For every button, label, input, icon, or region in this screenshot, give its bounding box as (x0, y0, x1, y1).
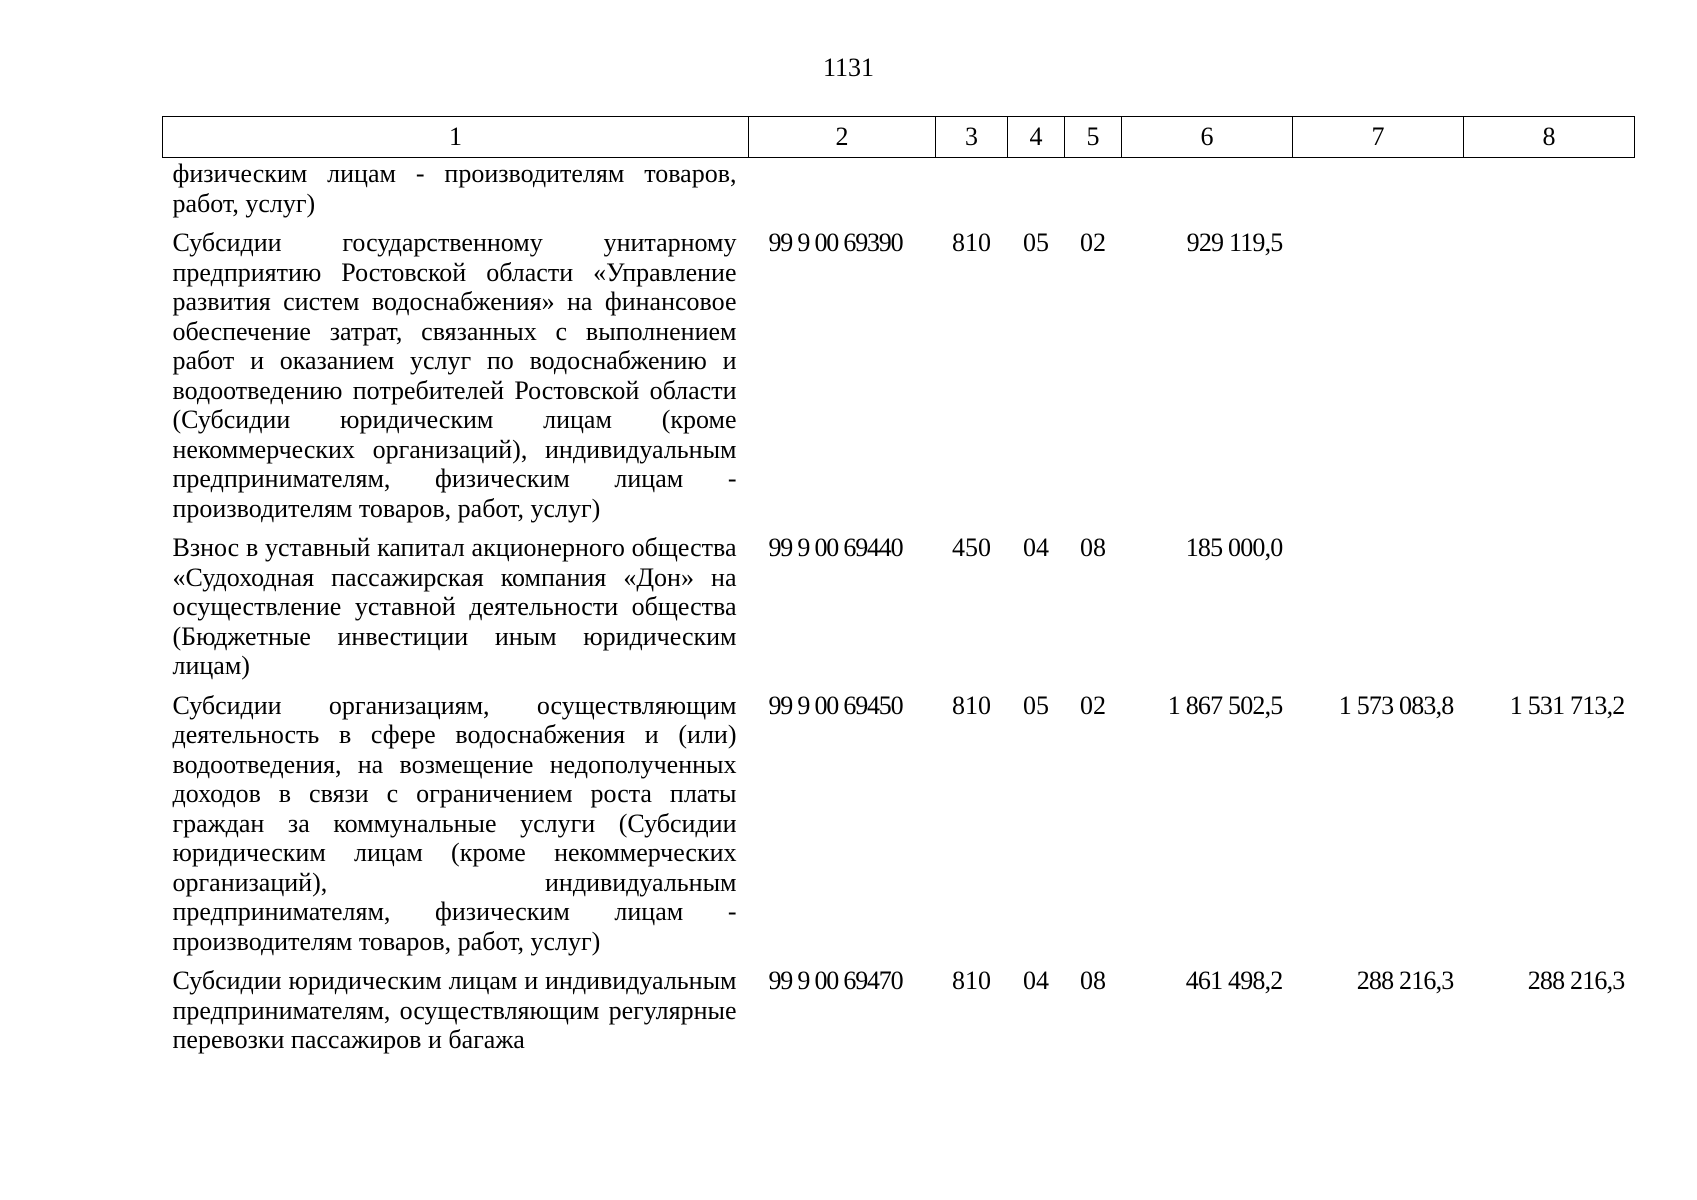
row-col-5: 08 (1080, 533, 1106, 562)
header-col-7: 7 (1293, 117, 1464, 158)
row-code (749, 158, 936, 229)
row-col-8: 288 216,3 (1527, 966, 1625, 995)
row-col-3 (936, 158, 1008, 229)
row-name: Взнос в уставный капитал акционерного общества «Судоходная пассажирская компания «Дон» на осуществление уставной деятельности общества (Бюджетные инвестиции иным юридическим лицам) (172, 533, 737, 680)
table-body (163, 158, 1635, 1065)
row-col-7 (1293, 533, 1464, 691)
row-name: Субсидии организациям, осуществляющим деятельность в сфере водоснабжения и (или) водоотведения, на возмещение недополученных доходов в связи с ограничением роста платы граждан за коммунальные услуги (Субсидии юридическим лицам (кроме некоммерческих организаций), индивидуальным предпринимателям, физическим лицам - производителям товаров, работ, услуг) (172, 690, 737, 956)
budget-table (162, 116, 1635, 1065)
header-col-2: 2 (749, 117, 936, 158)
row-col-5: 08 (1080, 966, 1106, 995)
row-col-3: 810 (952, 690, 991, 720)
row-col-8 (1464, 228, 1635, 533)
row-col-8: 1 531 713,2 (1509, 690, 1625, 720)
row-col-6: 929 119,5 (1186, 228, 1283, 257)
row-col-3: 810 (952, 228, 991, 257)
table-row (163, 158, 1635, 229)
row-col-4 (1008, 158, 1065, 229)
row-col-3: 810 (952, 966, 991, 995)
table-row (163, 228, 1635, 533)
row-col-7 (1293, 228, 1464, 533)
row-col-6: 461 498,2 (1185, 966, 1283, 995)
row-col-4: 05 (1023, 228, 1049, 257)
header-col-8: 8 (1464, 117, 1635, 158)
row-name: физическим лицам - производителям товаров, работ, услуг) (172, 159, 737, 218)
row-col-6: 185 000,0 (1185, 533, 1283, 562)
row-col-5: 02 (1080, 690, 1106, 720)
row-col-7 (1293, 158, 1464, 229)
row-name: Субсидии государственному унитарному предприятию Ростовской области «Управление развития систем водоснабжения» на финансовое обеспечение затрат, связанных с выполнением работ и оказанием услуг по водоснабжению и водоотведению потребителей Ростовской области (Субсидии юридическим лицам (кроме некоммерческих организаций), индивидуальным предпринимателям, физическим лицам - производителям товаров, работ, услуг) (172, 228, 737, 523)
row-col-3: 450 (952, 533, 991, 562)
header-row (163, 117, 1635, 158)
header-col-1: 1 (163, 117, 749, 158)
row-code: 99 9 00 69470 (768, 966, 903, 995)
row-col-5 (1065, 158, 1122, 229)
table-row (163, 966, 1635, 1065)
row-col-4: 04 (1023, 533, 1049, 562)
table-row (163, 533, 1635, 691)
header-col-5: 5 (1065, 117, 1122, 158)
row-code: 99 9 00 69450 (768, 690, 903, 720)
row-col-8 (1464, 533, 1635, 691)
row-col-5: 02 (1080, 228, 1106, 257)
page-number: 1131 (822, 53, 875, 82)
row-name: Субсидии юридическим лицам и индивидуальным предпринимателям, осуществляющим регулярные перевозки пассажиров и багажа (172, 966, 737, 1054)
row-code: 99 9 00 69440 (768, 533, 903, 562)
row-col-4: 04 (1023, 966, 1049, 995)
row-col-4: 05 (1023, 690, 1049, 720)
row-col-8 (1464, 158, 1635, 229)
row-col-7: 288 216,3 (1356, 966, 1454, 995)
header-col-6: 6 (1122, 117, 1293, 158)
table-row (163, 691, 1635, 967)
row-col-6: 1 867 502,5 (1167, 690, 1283, 720)
header-col-4: 4 (1008, 117, 1065, 158)
row-col-6 (1122, 158, 1293, 229)
row-col-7: 1 573 083,8 (1338, 690, 1454, 720)
table-header (163, 117, 1635, 158)
header-col-3: 3 (936, 117, 1008, 158)
row-code: 99 9 00 69390 (768, 228, 903, 257)
